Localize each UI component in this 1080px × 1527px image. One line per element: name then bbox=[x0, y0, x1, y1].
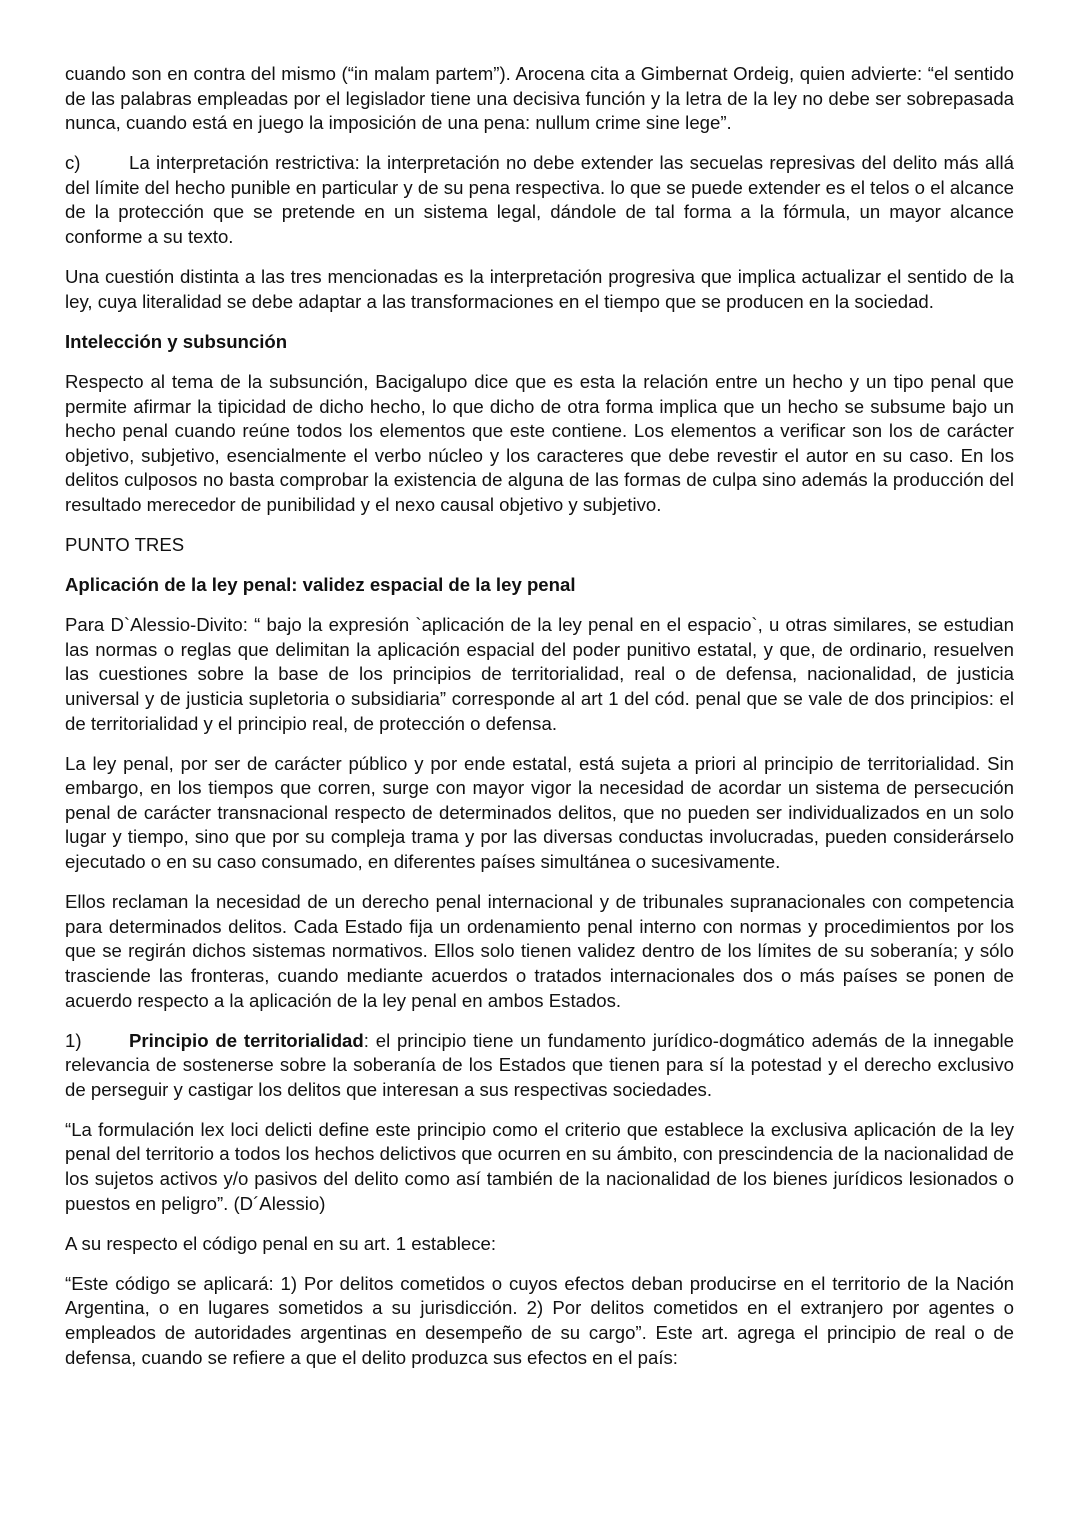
list-marker-1: 1) bbox=[65, 1029, 82, 1051]
document-page bbox=[65, 62, 1014, 1386]
paragraph-in-malam-partem: cuando son en contra del mismo (“in malam partem”). Arocena cita a Gimbernat Ordeig, quien advierte: “el sentido de las palabras empleadas por el legislador tiene una decisiva función y la letra de la ley no debe ser sobrepasada nunca, cuando está en juego la imposición de una pena: nullum crime sine lege”. bbox=[65, 63, 1014, 134]
paragraph-dalessio-divito: Para D`Alessio-Divito: “ bajo la expresión `aplicación de la ley penal en el espacio`, u otras similares, se estudian las normas o reglas que delimitan la aplicación espacial del poder punitivo estatal, y que, de ordinario, resuelven las cuestiones sobre la base de los principios de territorialidad, real o de defensa, nacionalidad, de justicia universal y de justicia supletoria o subsidiaria” corresponde al art 1 del cód. penal que se vale de dos principios: el de territorialidad y el principio real, de protección o defensa. bbox=[65, 614, 1014, 734]
paragraph-derecho-penal-internacional: Ellos reclaman la necesidad de un derecho penal internacional y de tribunales supranacionales con competencia para determinados delitos. Cada Estado fija un ordenamiento penal interno con normas y procedimientos por los que se regirán dichos sistemas normativos. Ellos solo tienen validez dentro de los límites de su soberanía; y sólo trasciende las fronteras, cuando mediante acuerdos o tratados internacionales dos o más países se ponen de acuerdo respecto a la aplicación de la ley penal en ambos Estados. bbox=[65, 891, 1014, 1011]
paragraph-interpretacion-progresiva: Una cuestión distinta a las tres mencionadas es la interpretación progresiva que implica actualizar el sentido de la ley, cuya literalidad se debe adaptar a las transformaciones en el tiempo que se producen en la sociedad. bbox=[65, 266, 1014, 312]
paragraph-text: La interpretación restrictiva: la interpretación no debe extender las secuelas represivas del delito más allá del límite del hecho punible en particular y de su pena respectiva. lo que se puede extender es el telos o el alcance de la protección que se pretende en un sistema legal, dándole de tal forma a la fórmula, un mayor alcance conforme a su texto. bbox=[65, 152, 1014, 248]
list-marker-c: c) bbox=[65, 152, 81, 174]
paragraph-codigo-penal-art1: A su respecto el código penal en su art. 1 establece: bbox=[65, 1232, 497, 1254]
paragraph-cita-codigo: “Este código se aplicará: 1) Por delitos cometidos o cuyos efectos deban producirse en el territorio de la Nación Argentina, o en lugares sometidos a su jurisdicción. 2) Por delitos cometidos en el extranjero por agentes o empleados de autoridades argentinas en desempeño de su cargo”. Este art. agrega el principio de real o de defensa, cuando se refiere a que el delito produzca sus efectos en el país: bbox=[65, 1272, 1014, 1368]
section-label-punto-tres: PUNTO TRES bbox=[65, 534, 185, 555]
paragraph-text: : el principio tiene un fundamento jurídico-dogmático además de la innegable relevancia de sostenerse sobre la soberanía de los Estados que tienen para sí la potestad y el derecho exclusivo de perseguir y castigar los delitos que interesan a sus respectivas sociedades. bbox=[65, 1029, 1015, 1100]
term-principio-territorialidad: Principio de territorialidad bbox=[129, 1029, 364, 1051]
paragraph-subsuncion: Respecto al tema de la subsunción, Bacigalupo dice que es esta la relación entre un hecho y un tipo penal que permite afirmar la tipicidad de dicho hecho, lo que dicho de otra forma implica que un hecho se subsume bajo un hecho penal cuando reúne todos los elementos que este contiene. Los elementos a verificar son los de carácter objetivo, subjetivo, esencialmente el verbo núcleo y los caracteres que debe revestir el autor en su caso. En los delitos culposos no basta comprobar la existencia de alguna de las formas de culpa sino además la producción del resultado merecedor de punibilidad y el nexo causal objetivo y subjetivo. bbox=[65, 370, 1014, 515]
paragraph-principio-territorialidad bbox=[65, 1029, 1014, 1103]
paragraph-lex-loci-delicti: “La formulación lex loci delicti define este principio como el criterio que establece la exclusiva aplicación de la ley penal del territorio a todos los hechos delictivos que ocurren en su ámbito, con prescindencia de la nacionalidad de los sujetos activos y/o pasivos del delito como así también de la nacionalidad de los bienes jurídicos lesionados o puestos en peligro”. (D´Alessio) bbox=[65, 1118, 1014, 1214]
paragraph-territorialidad-intro: La ley penal, por ser de carácter público y por ende estatal, está sujeta a priori al principio de territorialidad. Sin embargo, en los tiempos que corren, surge con mayor vigor la necesidad de acordar un sistema de persecución penal de carácter transnacional respecto de determinados delitos, que no pueden ser individualizados en un solo lugar y tiempo, sino que por su compleja trama y por las diversas conductas involucradas, pueden considerárselo ejecutado o en su caso consumado, en diferentes países simultánea o sucesivamente. bbox=[65, 752, 1014, 873]
heading-inteleccion-subsuncion: Intelección y subsunción bbox=[65, 330, 288, 352]
paragraph-interpretacion-restrictiva bbox=[65, 151, 1014, 249]
heading-aplicacion-ley-penal: Aplicación de la ley penal: validez espacial de la ley penal bbox=[65, 574, 576, 596]
